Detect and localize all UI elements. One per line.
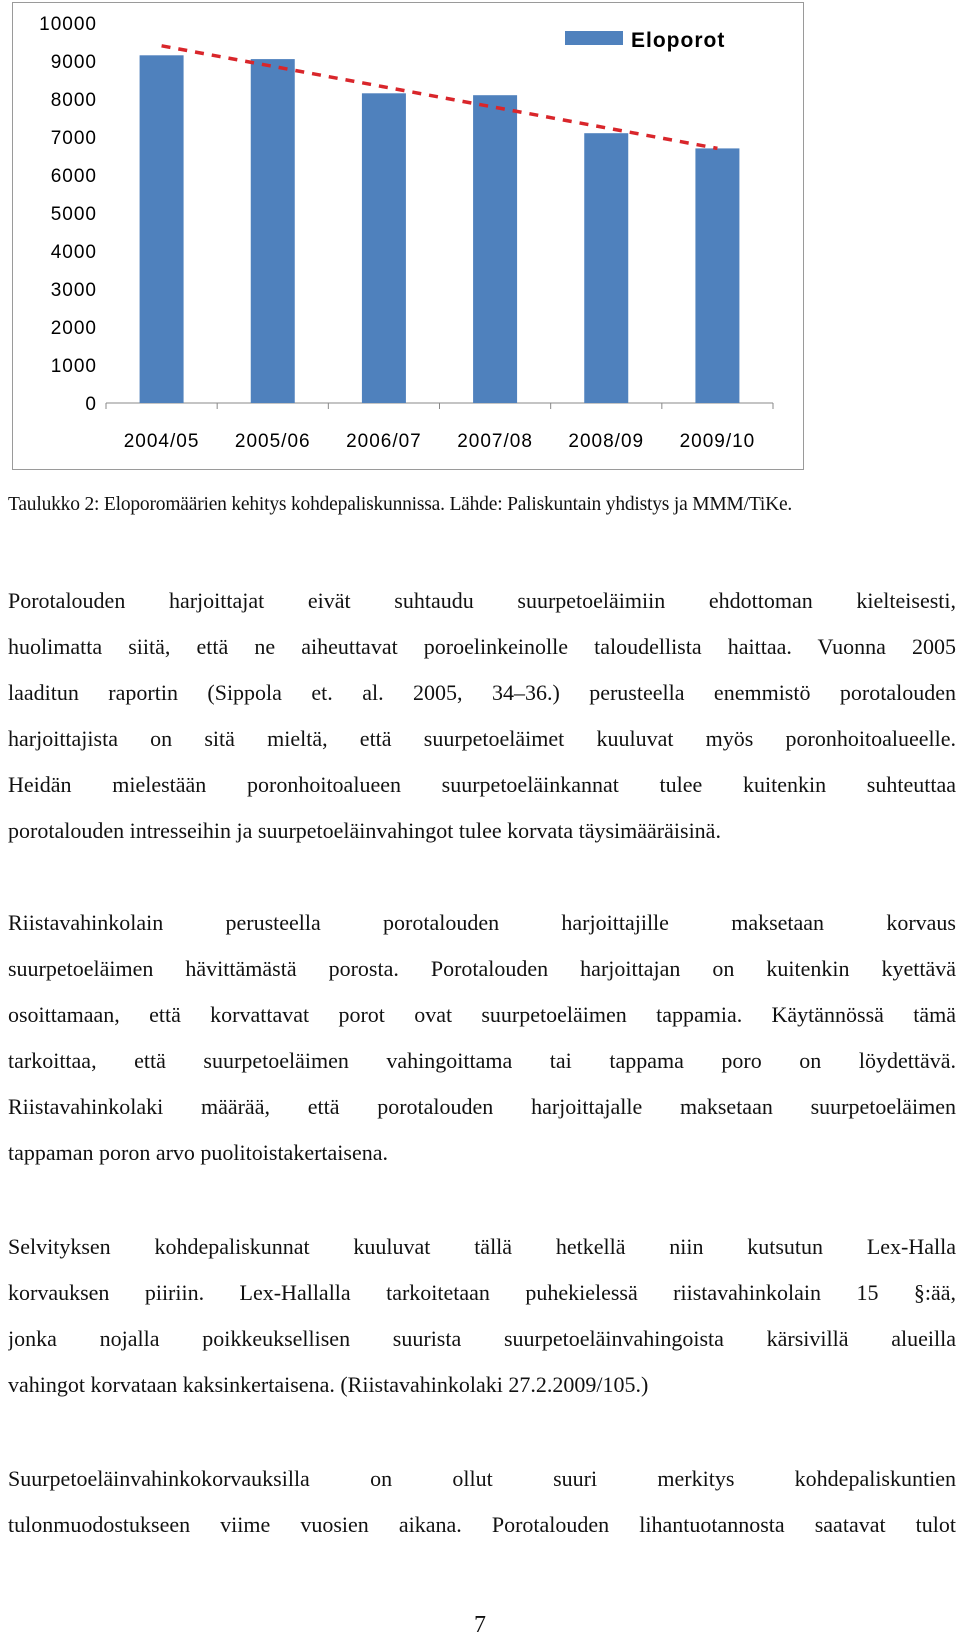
x-tick-label: 2006/07 <box>346 431 422 452</box>
bar <box>140 55 184 403</box>
text-line: huolimatta siitä, että ne aiheuttavat poroelinkeinolle taloudellista haittaa. Vuonna 2005 <box>8 634 956 659</box>
y-tick-label: 1000 <box>50 356 97 377</box>
text-line: laaditun raportin (Sippola et. al. 2005, 34–36.) perusteella enemmistö porotalouden <box>8 680 956 705</box>
bar <box>251 59 295 403</box>
text-line: jonka nojalla poikkeuksellisen suurista suurpetoeläinvahingoista kärsivillä alueilla <box>8 1326 956 1351</box>
text-line: tarkoittaa, että suurpetoeläimen vahingoittama tai tappama poro on löydettävä. <box>8 1048 956 1073</box>
page-number: 7 <box>474 1612 486 1638</box>
y-tick-label: 6000 <box>50 166 97 187</box>
y-tick-label: 9000 <box>50 52 97 73</box>
text-line: tulonmuodostukseen viime vuosien aikana. Porotalouden lihantuotannosta saatavat tulot <box>8 1512 956 1537</box>
text-line: vahingot korvataan kaksinkertaisena. (Riistavahinkolaki 27.2.2009/105.) <box>8 1372 649 1397</box>
text-line: Heidän mielestään poronhoitoalueen suurpetoeläinkannat tulee kuitenkin suhteuttaa <box>8 772 956 797</box>
bar <box>695 148 739 403</box>
y-tick-label: 10000 <box>39 14 97 35</box>
text-line: porotalouden intresseihin ja suurpetoeläinvahingot tulee korvata täysimääräisinä. <box>8 818 721 843</box>
paragraph-4 <box>8 1456 956 1548</box>
legend-label: Eloporot <box>631 29 726 52</box>
y-tick-label: 0 <box>85 394 97 415</box>
figure-caption: Taulukko 2: Eloporomäärien kehitys kohdepaliskunnissa. Lähde: Paliskuntain yhdistys ja MMM/TiKe. <box>8 494 793 515</box>
text-line: harjoittajista on sitä mieltä, että suurpetoeläimet kuuluvat myös poronhoitoalueelle. <box>8 726 956 751</box>
paragraph-2 <box>8 900 956 1176</box>
text-line: Riistavahinkolaki määrää, että porotalouden harjoittajalle maksetaan suurpetoeläimen <box>8 1094 956 1119</box>
chart-svg <box>13 3 805 471</box>
text-line: Selvityksen kohdepaliskunnat kuuluvat tällä hetkellä niin kutsutun Lex-Halla <box>8 1234 956 1259</box>
y-tick-label: 7000 <box>50 128 97 149</box>
y-tick-label: 8000 <box>50 90 97 111</box>
text-line: korvauksen piiriin. Lex-Hallalla tarkoitetaan puhekielessä riistavahinkolain 15 §:ää, <box>8 1280 956 1305</box>
y-tick-label: 3000 <box>50 280 97 301</box>
bar <box>473 95 517 403</box>
y-tick-label: 4000 <box>50 242 97 263</box>
x-tick-label: 2005/06 <box>234 431 311 452</box>
trendline <box>162 46 718 149</box>
paragraph-1 <box>8 578 956 854</box>
text-line: Porotalouden harjoittajat eivät suhtaudu suurpetoeläimiin ehdottoman kielteisesti, <box>8 588 956 613</box>
x-tick-label: 2009/10 <box>679 431 756 452</box>
bar-chart <box>12 2 804 470</box>
text-line: osoittamaan, että korvattavat porot ovat suurpetoeläimen tappamia. Käytännössä tämä <box>8 1002 956 1027</box>
text-line: Suurpetoeläinvahinkokorvauksilla on ollut suuri merkitys kohdepaliskuntien <box>8 1466 956 1491</box>
text-line: tappaman poron arvo puolitoistakertaisena. <box>8 1140 388 1165</box>
bar <box>362 93 406 403</box>
text-line: suurpetoeläimen hävittämästä porosta. Porotalouden harjoittajan on kuitenkin kyettävä <box>8 956 956 981</box>
x-tick-label: 2008/09 <box>568 431 645 452</box>
text-line: Riistavahinkolain perusteella porotalouden harjoittajille maksetaan korvaus <box>8 910 956 935</box>
y-tick-label: 2000 <box>50 318 97 339</box>
legend-swatch <box>565 31 623 45</box>
y-tick-label: 5000 <box>50 204 97 225</box>
bar <box>584 133 628 403</box>
x-tick-label: 2004/05 <box>123 431 200 452</box>
paragraph-3 <box>8 1224 956 1408</box>
x-tick-label: 2007/08 <box>457 431 533 452</box>
